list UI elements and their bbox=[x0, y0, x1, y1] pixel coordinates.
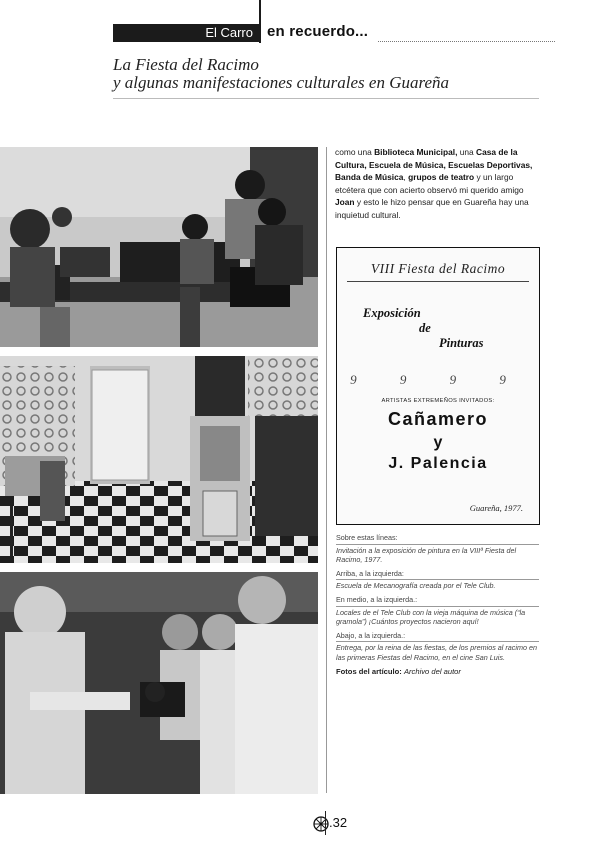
column-divider bbox=[326, 147, 327, 793]
caption-block bbox=[336, 595, 539, 627]
section-label: El Carro bbox=[205, 25, 253, 40]
photo-captions bbox=[336, 533, 539, 676]
article-title-line1: La Fiesta del Racimo bbox=[113, 55, 259, 74]
poster-artists-label: ARTISTAS EXTREMEÑOS INVITADOS: bbox=[381, 398, 495, 404]
caption-text: Entrega, por la reina de las fiestas, de los premios al racimo en las primeras Fiestas del Racimo, en el cine San Luis. bbox=[336, 643, 537, 662]
caption-text: Locales de el Tele Club con la vieja máquina de música (“la gramola”) ¡Cuántos proyectos nacieron aquí! bbox=[336, 607, 526, 627]
caption-head: Sobre estas líneas: bbox=[336, 533, 539, 545]
poster-artist-1: Cañamero bbox=[387, 409, 489, 429]
poster-artist-2: J. Palencia bbox=[388, 455, 488, 472]
caption-block bbox=[336, 569, 539, 591]
poster-place-date: Guareña, 1977. bbox=[469, 503, 523, 513]
body-bold-joan: Joan bbox=[335, 197, 355, 208]
poster-expo-line3: Pinturas bbox=[439, 336, 484, 350]
article-body bbox=[335, 146, 545, 222]
title-rule bbox=[113, 98, 539, 99]
footer-divider bbox=[325, 811, 326, 835]
wheel-icon bbox=[313, 816, 329, 832]
poster-expo-line1: Exposición bbox=[363, 306, 421, 320]
body-text-4: y un largo etcétera que con acierto observó mi querido amigo bbox=[335, 172, 524, 195]
photo-credits bbox=[336, 667, 539, 677]
caption-block bbox=[336, 631, 539, 663]
body-text-1: como una bbox=[335, 147, 375, 157]
photo-typing-school bbox=[0, 147, 318, 347]
caption-head: Arriba, a la izquierda: bbox=[336, 569, 539, 581]
caption-block bbox=[336, 533, 539, 565]
caption-text: Invitación a la exposición de pintura en la VIIIª Fiesta del Racimo, 1977. bbox=[336, 545, 517, 565]
body-bold-casa-cultura: Casa de la Cultura, Escuela de Música, Escuelas Deportivas, Banda de Música bbox=[335, 147, 533, 183]
caption-head: Abajo, a la izquierda.: bbox=[336, 631, 539, 643]
caption-text: Escuela de Mecanografía creada por el Tele Club. bbox=[336, 581, 496, 591]
poster-numbers: 9 9 9 9 bbox=[350, 372, 526, 387]
body-text-5: y esto le hizo pensar que en Guareña hay una inquietud cultural. bbox=[335, 197, 529, 220]
credits-value: Archivo del autor bbox=[403, 666, 461, 676]
article-title bbox=[113, 56, 553, 92]
poster-expo-line2: de bbox=[419, 321, 431, 335]
photo-prize-ceremony bbox=[0, 572, 318, 794]
header-divider bbox=[259, 0, 261, 43]
poster-exposicion bbox=[363, 306, 523, 351]
header-dotted-rule bbox=[378, 41, 555, 42]
photo-tele-club-jukebox bbox=[0, 356, 318, 563]
poster-heading-rule bbox=[347, 281, 529, 282]
caption-head: En medio, a la izquierda.: bbox=[336, 595, 539, 607]
poster-and: y bbox=[433, 434, 443, 451]
exhibition-poster bbox=[336, 247, 540, 525]
body-text-2: una bbox=[457, 147, 477, 157]
section-tab bbox=[113, 24, 259, 42]
body-bold-biblioteca: Biblioteca Municipal, bbox=[374, 147, 458, 157]
body-bold-grupos-teatro: grupos de teatro bbox=[408, 172, 475, 183]
body-text-3: , bbox=[403, 172, 409, 183]
article-title-line2: y algunas manifestaciones culturales en Guareña bbox=[113, 73, 450, 92]
section-title: en recuerdo... bbox=[267, 23, 369, 40]
page-number: .32 bbox=[329, 815, 348, 830]
poster-heading: VIII Fiesta del Racimo bbox=[370, 261, 506, 276]
credits-label: Fotos del artículo: bbox=[336, 666, 402, 676]
